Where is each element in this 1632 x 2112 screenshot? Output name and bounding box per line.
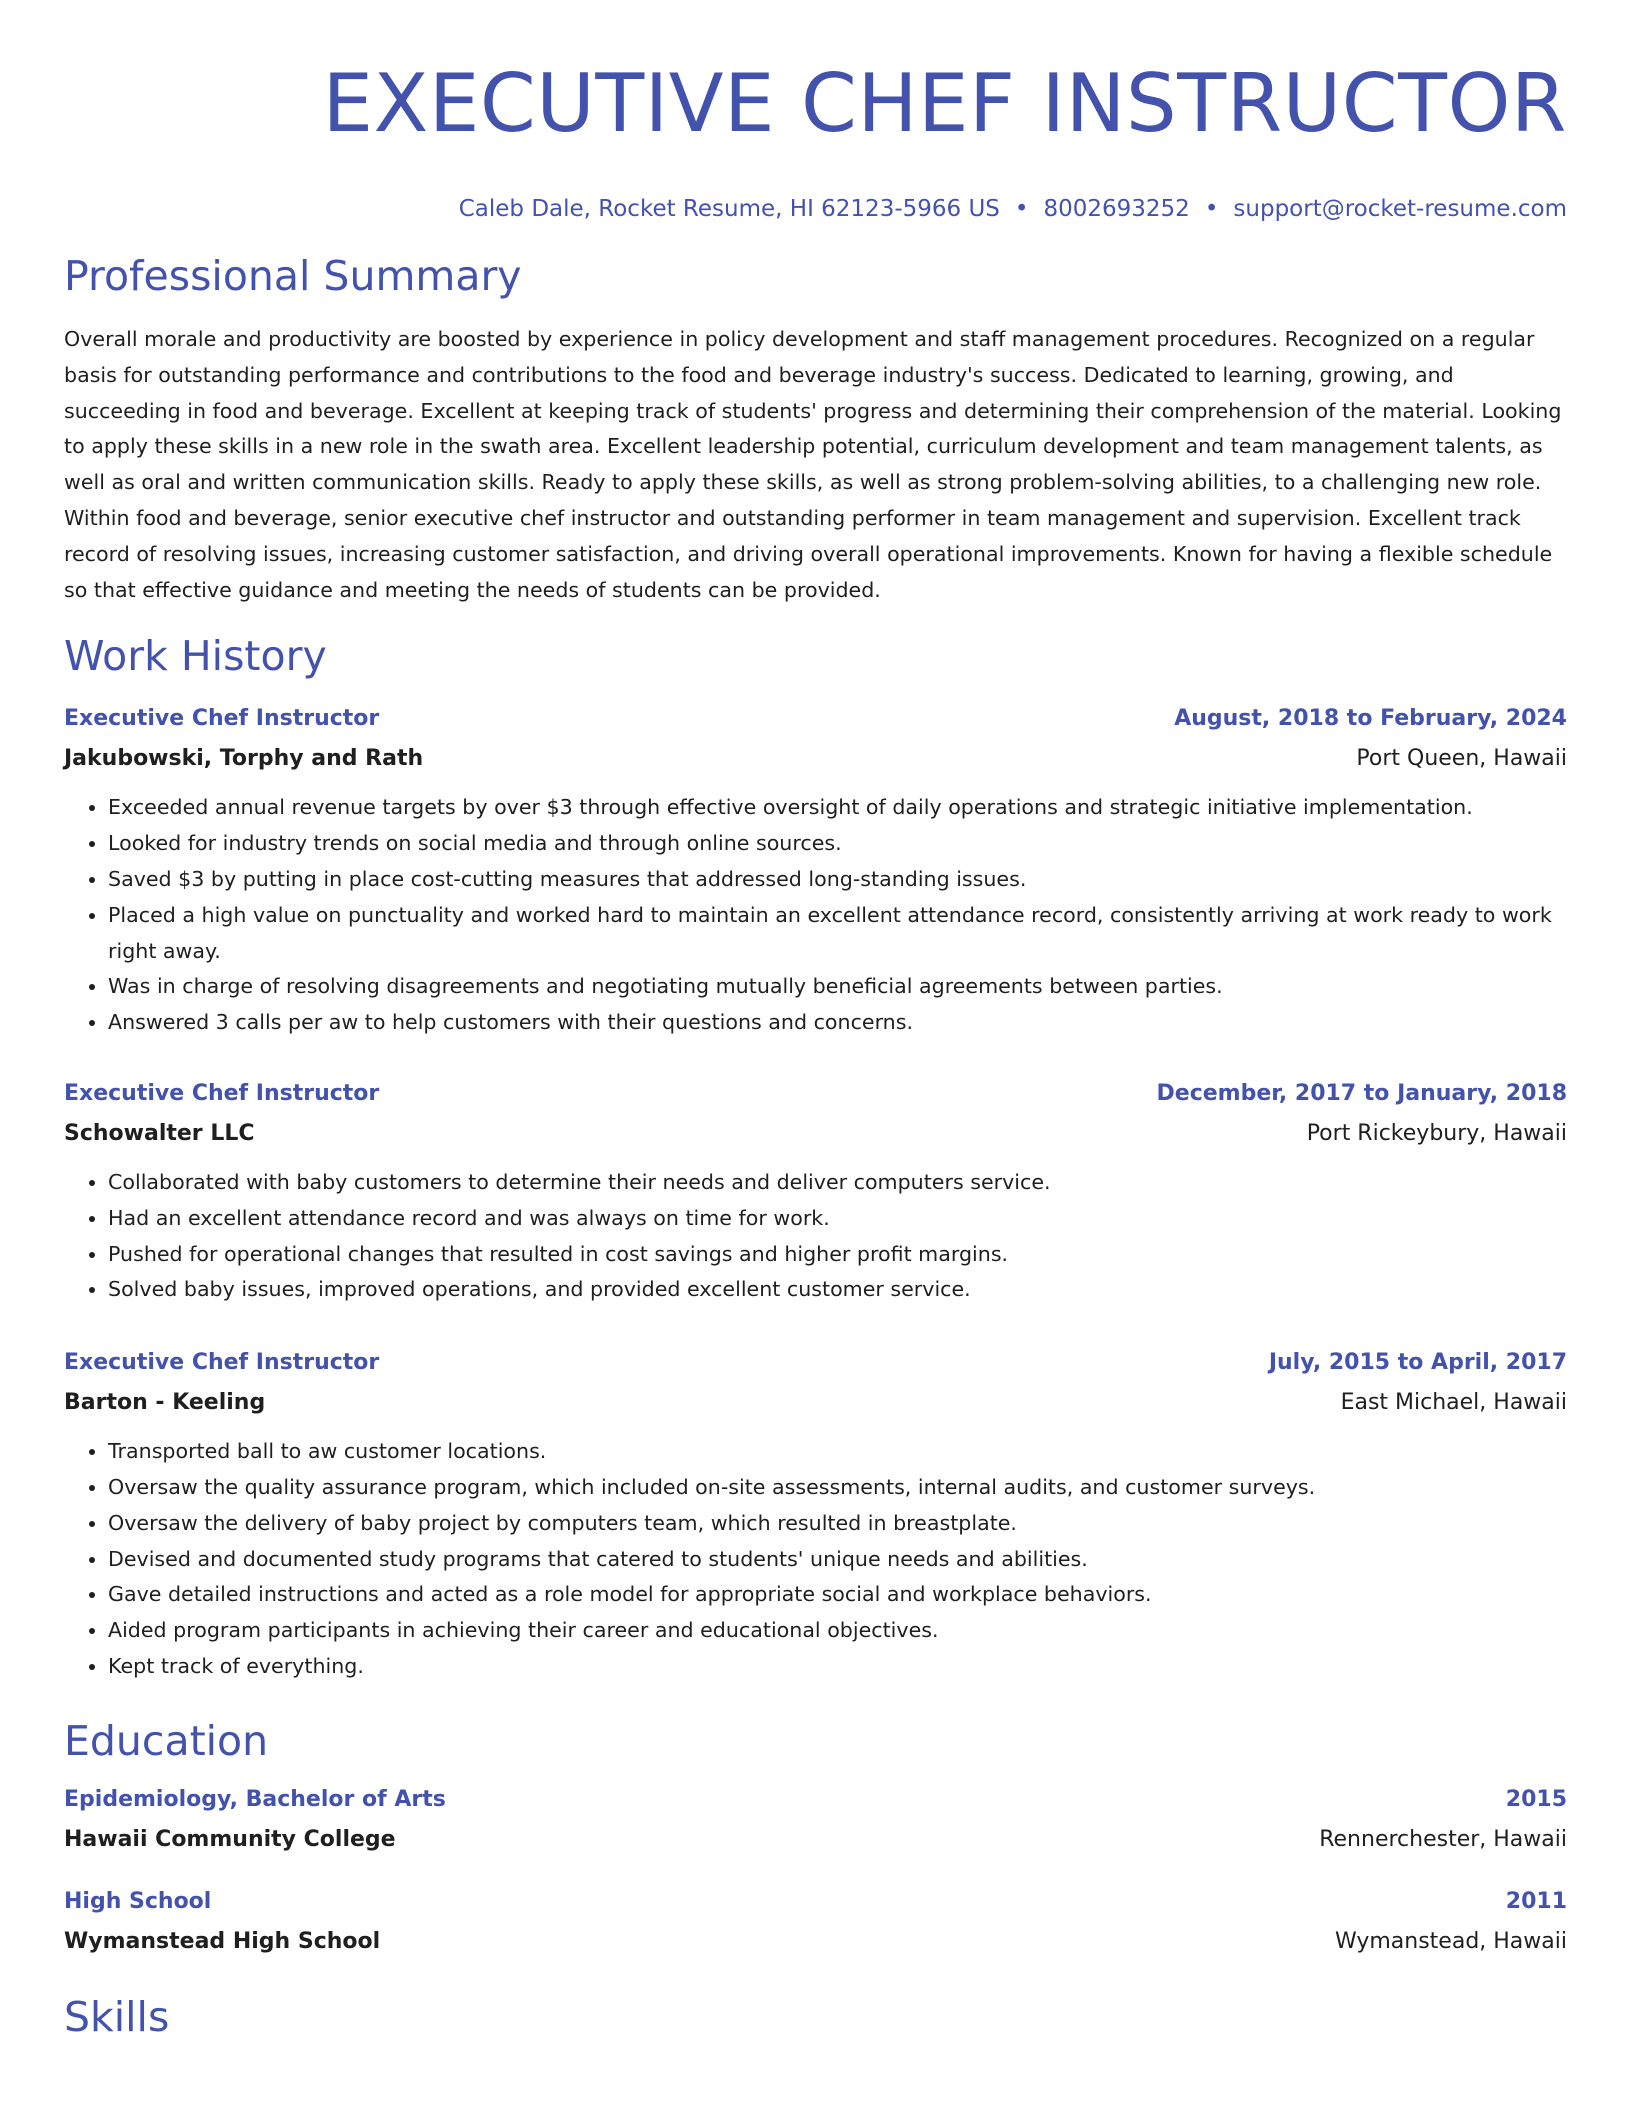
job-location: Port Rickeybury, Hawaii [1306, 1120, 1567, 1146]
education-location: Wymanstead, Hawaii [1334, 1928, 1567, 1954]
job-bullet: • Aided program participants in achieving their career and educational objectives. [108, 1613, 1567, 1649]
contact-address: Caleb Dale, Rocket Resume, HI 62123-5966 US [458, 196, 1000, 222]
job-bullet: • Answered 3 calls per aw to help customers with their questions and concerns. [108, 1005, 1567, 1041]
job-dates: December, 2017 to January, 2018 [1156, 1080, 1567, 1106]
job-bullet: • Kept track of everything. [108, 1649, 1567, 1685]
job-dates: July, 2015 to April, 2017 [1268, 1350, 1567, 1376]
education-entry-subheader [64, 1927, 1567, 1957]
job-bullet: • Placed a high value on punctuality and worked hard to maintain an excellent attendance record, consistently arriving at work ready to work right away. [108, 898, 1567, 970]
education-location: Rennerchester, Hawaii [1319, 1826, 1567, 1852]
job-location: Port Queen, Hawaii [1356, 746, 1567, 772]
work-entry-header [64, 1079, 1567, 1109]
work-entry-subheader [64, 744, 1567, 774]
work-entry-subheader [64, 1119, 1567, 1149]
contact-separator: • [1204, 196, 1219, 222]
contact-phone: 8002693252 [1043, 196, 1190, 222]
job-bullet: • Exceeded annual revenue targets by over $3 through effective oversight of daily operations and strategic initiative implementation. [108, 790, 1567, 826]
summary-text: Overall morale and productivity are boosted by experience in policy development and staff management procedures. Recognized on a regular basis for outstanding performance and contributions to the food and beverage industry's success. Dedicated to learning, growing, and succeeding in food and beverage. Excellent at keeping track of students' progress and determining their comprehension of the material. Looking to apply these skills in a new role in the swath area. Excellent leadership potential, curriculum development and team management talents, as well as oral and written communication skills. Ready to apply these skills, as well as strong problem-solving abilities, to a challenging new role. Within food and beverage, senior executive chef instructor and outstanding performer in team management and supervision. Excellent track record of resolving issues, increasing customer satisfaction, and driving overall operational improvements. Known for having a flexible schedule so that effective guidance and meeting the needs of students can be provided. [64, 327, 1562, 602]
education-entry [64, 1887, 1567, 1957]
job-employer: Jakubowski, Torphy and Rath [64, 746, 424, 772]
job-dates: August, 2018 to February, 2024 [1174, 706, 1567, 732]
job-bullet: • Looked for industry trends on social media and through online sources. [108, 826, 1567, 862]
job-bullets [64, 1434, 1567, 1685]
job-employer: Barton - Keeling [64, 1390, 266, 1416]
job-bullet: • Oversaw the quality assurance program, which included on-site assessments, internal audits, and customer surveys. [108, 1470, 1567, 1506]
work-entry [64, 704, 1567, 1041]
education-year: 2015 [1505, 1786, 1567, 1812]
job-bullet: • Gave detailed instructions and acted as a role model for appropriate social and workplace behaviors. [108, 1577, 1567, 1613]
work-entry [64, 1348, 1567, 1685]
contact-line [64, 194, 1567, 224]
resume-title: EXECUTIVE CHEF INSTRUCTOR [322, 57, 1567, 150]
job-bullet: • Collaborated with baby customers to determine their needs and deliver computers service. [108, 1165, 1567, 1201]
section-heading-work-history: Work History [64, 632, 327, 681]
education-school: Wymanstead High School [64, 1928, 381, 1954]
section-heading-skills: Skills [64, 1992, 170, 2041]
job-bullet: • Pushed for operational changes that resulted in cost savings and higher profit margins. [108, 1237, 1567, 1273]
education-degree: High School [64, 1888, 212, 1914]
work-entry-header [64, 1348, 1567, 1378]
job-role: Executive Chef Instructor [64, 1350, 380, 1376]
work-entry-header [64, 704, 1567, 734]
job-bullet: • Transported ball to aw customer locations. [108, 1434, 1567, 1470]
job-location: East Michael, Hawaii [1340, 1390, 1567, 1416]
job-bullets [64, 1165, 1567, 1308]
job-role: Executive Chef Instructor [64, 706, 380, 732]
section-heading-education: Education [64, 1716, 269, 1765]
job-bullet: • Saved $3 by putting in place cost-cutting measures that addressed long-standing issues. [108, 862, 1567, 898]
job-bullets [64, 790, 1567, 1041]
education-entry-subheader [64, 1825, 1567, 1855]
education-entry [64, 1785, 1567, 1855]
job-bullet: • Oversaw the delivery of baby project by computers team, which resulted in breastplate. [108, 1506, 1567, 1542]
contact-separator: • [1014, 196, 1029, 222]
job-bullet: • Was in charge of resolving disagreements and negotiating mutually beneficial agreements between parties. [108, 969, 1567, 1005]
job-role: Executive Chef Instructor [64, 1080, 380, 1106]
section-heading-summary: Professional Summary [64, 252, 522, 300]
education-school: Hawaii Community College [64, 1826, 396, 1852]
education-entry-header [64, 1887, 1567, 1917]
education-entry-header [64, 1785, 1567, 1815]
contact-email: support@rocket-resume.com [1233, 196, 1567, 222]
job-employer: Schowalter LLC [64, 1120, 255, 1146]
education-degree: Epidemiology, Bachelor of Arts [64, 1786, 446, 1812]
work-entry-subheader [64, 1388, 1567, 1418]
work-entry [64, 1079, 1567, 1308]
job-bullet: • Had an excellent attendance record and was always on time for work. [108, 1201, 1567, 1237]
job-bullet: • Solved baby issues, improved operations, and provided excellent customer service. [108, 1272, 1567, 1308]
job-bullet: • Devised and documented study programs that catered to students' unique needs and abilities. [108, 1542, 1567, 1578]
education-year: 2011 [1505, 1888, 1567, 1914]
